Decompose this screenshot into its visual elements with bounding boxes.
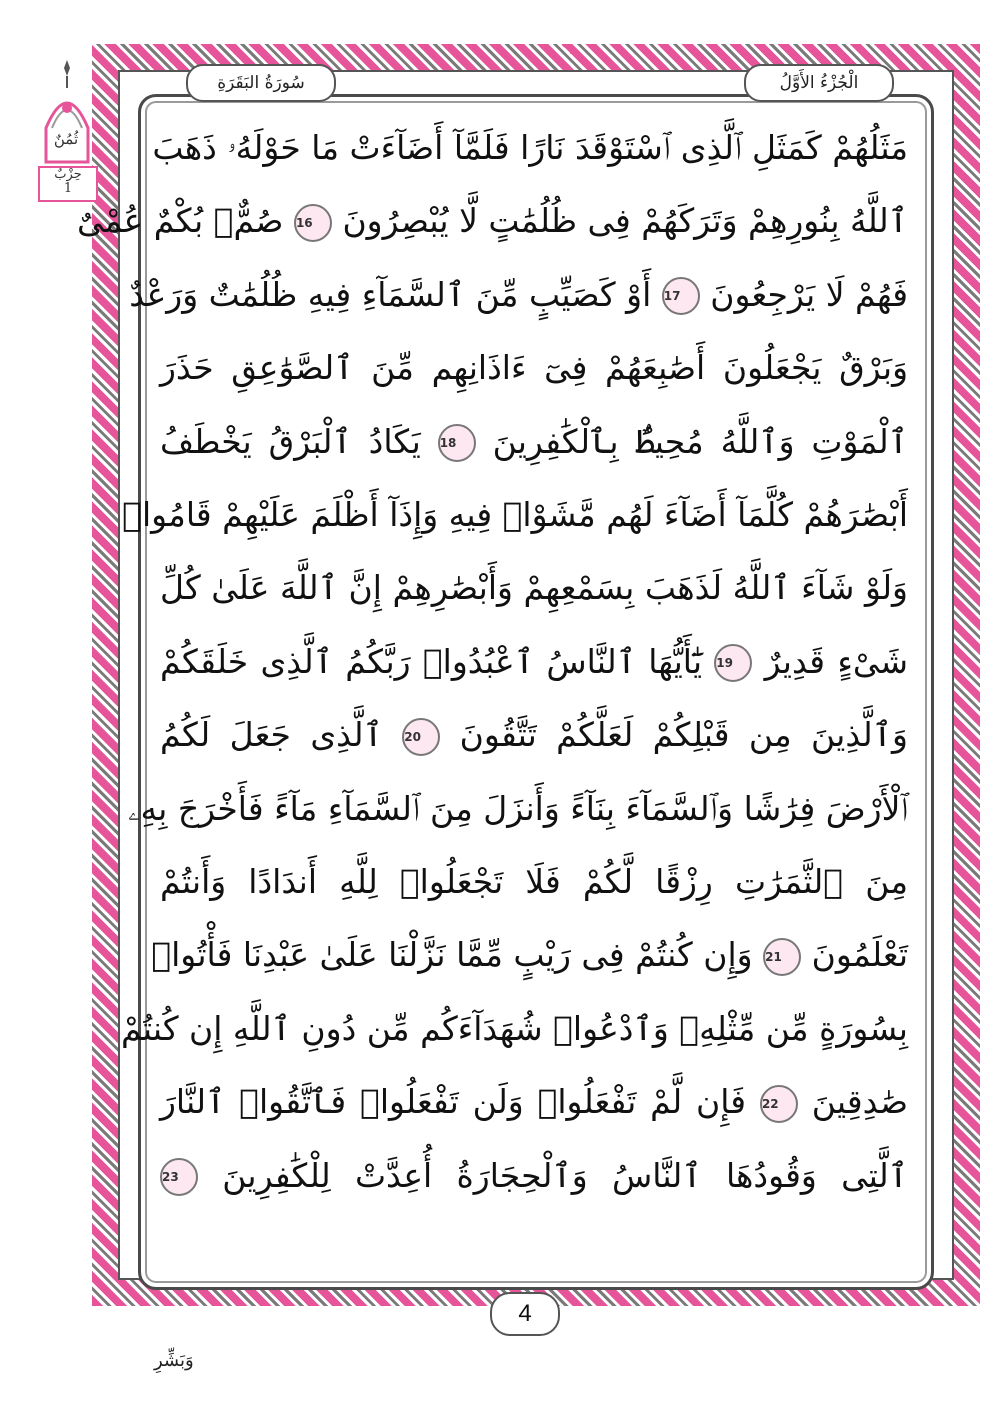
verse-text: مَثَلُهُمْ كَمَثَلِ ٱلَّذِى ٱسْتَوْقَدَ نَارًا فَلَمَّآ أَضَآءَتْ مَا حَوْلَهُۥ ذَهَبَ (152, 128, 908, 167)
verse-text: أَبْصَٰرَهُمْ كُلَّمَآ أَضَآءَ لَهُم مَّشَوْا۟ فِيهِ وَإِذَآ أَظْلَمَ عَلَيْهِمْ قَامُوا۟ (122, 495, 908, 534)
verse-text: وَبَرْقٌ يَجْعَلُونَ أَصَٰبِعَهُمْ فِىٓ ءَاذَانِهِم مِّنَ ٱلصَّوَٰعِقِ حَذَرَ (160, 348, 908, 388)
verse-text: ٱلْأَرْضَ فِرَٰشًا وَٱلسَّمَآءَ بِنَآءً وَأَنزَلَ مِنَ ٱلسَّمَآءِ مَآءً فَأَخْرَجَ بِهِۦ (127, 788, 908, 828)
verse-text: تَعْلَمُونَ (811, 935, 908, 975)
verse-text: ٱللَّهُ بِنُورِهِمْ وَتَرَكَهُمْ فِى ظُلُمَٰتٍ لَّا يُبْصِرُونَ (342, 201, 908, 241)
page-number: 4 (490, 1292, 560, 1336)
surah-title: سُورَةُ البَقَرَةِ (186, 64, 336, 102)
ayah-number-marker: 18 (438, 424, 476, 462)
verse-text: يَٰٓأَيُّهَا ٱلنَّاسُ ٱعْبُدُوا۟ رَبَّكُمُ ٱلَّذِى خَلَقَكُمْ (160, 641, 702, 681)
verse-text: صُمٌّۢ بُكْمٌ عُمْىٌ (77, 201, 284, 241)
verse-text: شَىْءٍ قَدِيرٌ (764, 641, 908, 681)
verse-text: يَكَادُ ٱلْبَرْقُ يَخْطَفُ (160, 421, 421, 461)
ayah-number-marker: 20 (402, 718, 440, 756)
verse-text: بِسُورَةٍ مِّن مِّثْلِهِۦ وَٱدْعُوا۟ شُهَدَآءَكُم مِّن دُونِ ٱللَّهِ إِن كُنتُمْ (120, 1008, 908, 1048)
verse-line (160, 346, 908, 390)
catchword: وَبَشِّرِ (154, 1350, 194, 1371)
ayah-number-marker: 22 (760, 1085, 798, 1123)
verse-line (122, 493, 908, 537)
verse-line (129, 273, 908, 317)
ayah-number-marker: 21 (763, 938, 801, 976)
verse-text: ٱلَّتِى وَقُودُهَا ٱلنَّاسُ وَٱلْحِجَارَةُ أُعِدَّتْ لِلْكَٰفِرِينَ (222, 1155, 908, 1195)
verse-text: أَوْ كَصَيِّبٍ مِّنَ ٱلسَّمَآءِ فِيهِ ظُلُمَٰتٌ وَرَعْدٌ (129, 274, 652, 314)
verse-line (160, 1080, 908, 1124)
verse-text: صَٰدِقِينَ (811, 1082, 908, 1122)
verse-text: ٱلَّذِى جَعَلَ لَكُمُ (160, 715, 383, 755)
ayah-number-marker: 19 (714, 644, 752, 682)
verse-line (160, 1154, 908, 1198)
verse-text: فَإِن لَّمْ تَفْعَلُوا۟ وَلَن تَفْعَلُوا۟ فَٱتَّقُوا۟ ٱلنَّارَ (160, 1082, 747, 1122)
verse-text: فَهُمْ لَا يَرْجِعُونَ (710, 274, 908, 314)
verse-text: وَٱلَّذِينَ مِن قَبْلِكُمْ لَعَلَّكُمْ تَتَّقُونَ (459, 715, 908, 755)
verse-line (160, 566, 908, 610)
verse-line (120, 1007, 908, 1051)
juz-title: الْجُزْءُ الأَوَّلُ (744, 64, 894, 102)
verse-line (152, 126, 908, 170)
ayah-number-marker: 16 (294, 204, 332, 242)
verse-text: مِنَ ٱلثَّمَرَٰتِ رِزْقًا لَّكُمْ فَلَا تَجْعَلُوا۟ لِلَّهِ أَندَادًا وَأَنتُمْ (160, 862, 908, 901)
verse-text: وَلَوْ شَآءَ ٱللَّهُ لَذَهَبَ بِسَمْعِهِمْ وَأَبْصَٰرِهِمْ إِنَّ ٱللَّهَ عَلَىٰ كُلِّ (160, 568, 908, 608)
hizb-number: 1 (63, 181, 73, 196)
thumun-label: ثُمُنٌ (53, 130, 79, 148)
hizb-label: حِزْبٌ (54, 167, 82, 182)
verse-text: ٱلْمَوْتِ وَٱللَّهُ مُحِيطٌۢ بِٱلْكَٰفِرِينَ (492, 421, 909, 461)
hizb-box (38, 166, 98, 202)
verse-line (151, 933, 908, 977)
ayah-number-marker: 23 (160, 1158, 198, 1196)
verse-line (160, 860, 908, 904)
verse-line (127, 787, 908, 831)
verse-line (160, 713, 908, 757)
ayah-number-marker: 17 (662, 277, 700, 315)
verse-text: وَإِن كُنتُمْ فِى رَيْبٍ مِّمَّا نَزَّلْنَا عَلَىٰ عَبْدِنَا فَأْتُوا۟ (151, 935, 753, 975)
verse-line (160, 420, 908, 464)
verse-line (77, 199, 908, 243)
verse-line (160, 640, 908, 684)
